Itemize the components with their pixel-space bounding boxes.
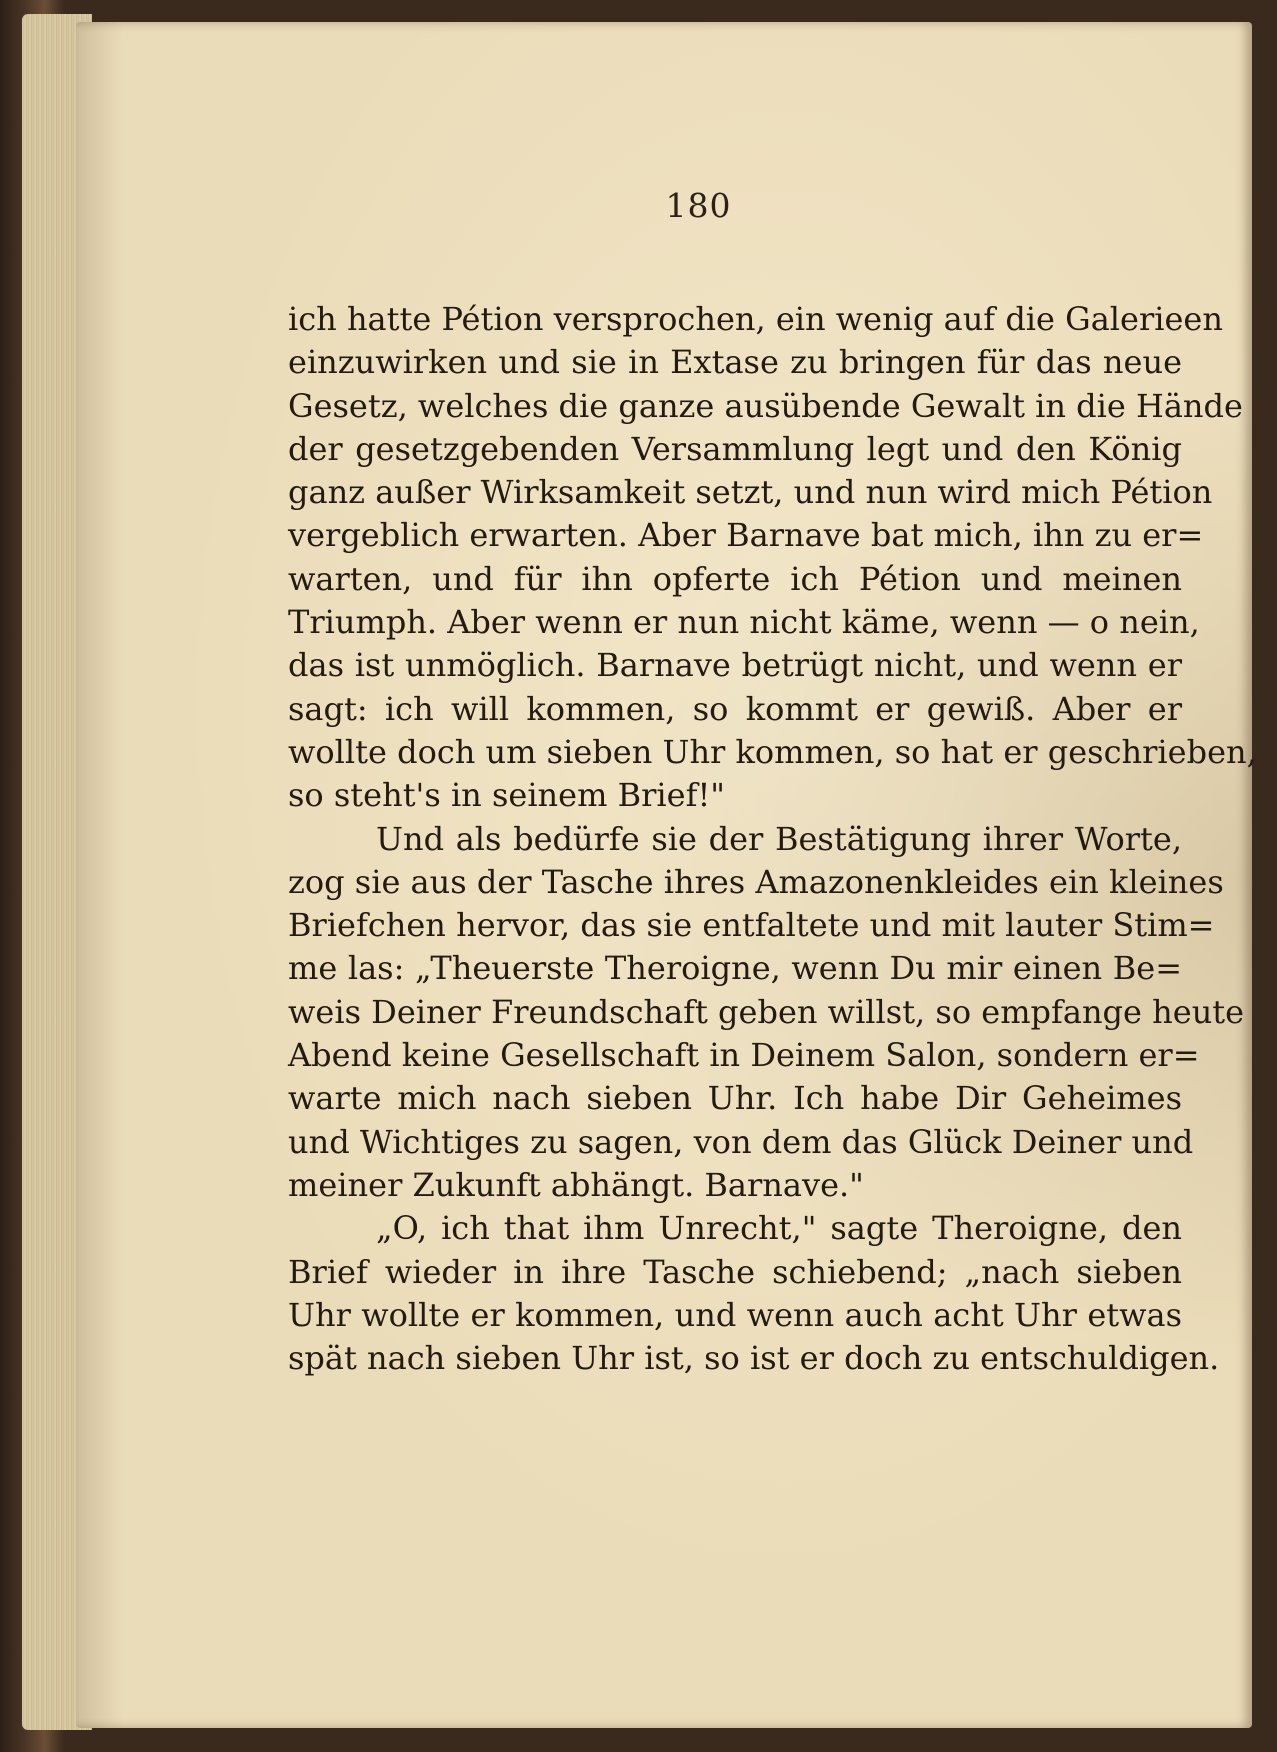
text-line: Brief wieder in ihre Tasche schiebend; „nach sieben [288, 1252, 1182, 1291]
text-line: der gesetzgebenden Versammlung legt und den König [288, 429, 1182, 468]
text-line: einzuwirken und sie in Extase zu bringen für das neue [288, 343, 1182, 382]
page-number: 180 [665, 186, 732, 225]
text-line: das ist unmöglich. Barnave betrügt nicht, und wenn er [288, 646, 1182, 685]
text-line: Gesetz, welches die ganze ausübende Gewalt in die Hände [288, 386, 1243, 425]
text-line: zog sie aus der Tasche ihres Amazonenkleides ein kleines [288, 862, 1224, 901]
text-line: spät nach sieben Uhr ist, so ist er doch zu entschuldigen. [288, 1339, 1220, 1378]
text-line: sagt: ich will kommen, so kommt er gewiß. Aber er [288, 689, 1182, 728]
text-line: warte mich nach sieben Uhr. Ich habe Dir Geheimes [288, 1079, 1182, 1118]
text-line: so steht's in seinem Brief!" [288, 776, 726, 815]
text-line: Abend keine Gesellschaft in Deinem Salon, sondern er= [288, 1036, 1200, 1075]
text-line: me las: „Theuerste Theroigne, wenn Du mir einen Be= [288, 949, 1182, 988]
text-line: ganz außer Wirksamkeit setzt, und nun wird mich Pétion [288, 473, 1213, 512]
text-line: weis Deiner Freundschaft geben willst, so empfange heute [288, 992, 1245, 1031]
text-line: warten, und für ihn opferte ich Pétion und meinen [288, 559, 1182, 598]
text-line: vergeblich erwarten. Aber Barnave bat mich, ihn zu er= [288, 516, 1204, 555]
text-line: „O, ich that ihm Unrecht," sagte Theroigne, den [376, 1209, 1182, 1248]
text-line: Und als bedürfe sie der Bestätigung ihrer Worte, [376, 819, 1182, 858]
text-line: Briefchen hervor, das sie entfaltete und mit lauter Stim= [288, 906, 1215, 945]
text-line: ich hatte Pétion versprochen, ein wenig auf die Galerieen [288, 300, 1223, 338]
text-line: und Wichtiges zu sagen, von dem das Glück Deiner und [288, 1122, 1194, 1161]
body-text [288, 298, 1257, 1380]
text-line: Uhr wollte er kommen, und wenn auch acht Uhr etwas [288, 1295, 1182, 1334]
text-line: meiner Zukunft abhängt. Barnave." [288, 1165, 864, 1204]
text-line: wollte doch um sieben Uhr kommen, so hat er geschrieben, [288, 732, 1257, 771]
text-line: Triumph. Aber wenn er nun nicht käme, wenn — o nein, [288, 603, 1200, 642]
